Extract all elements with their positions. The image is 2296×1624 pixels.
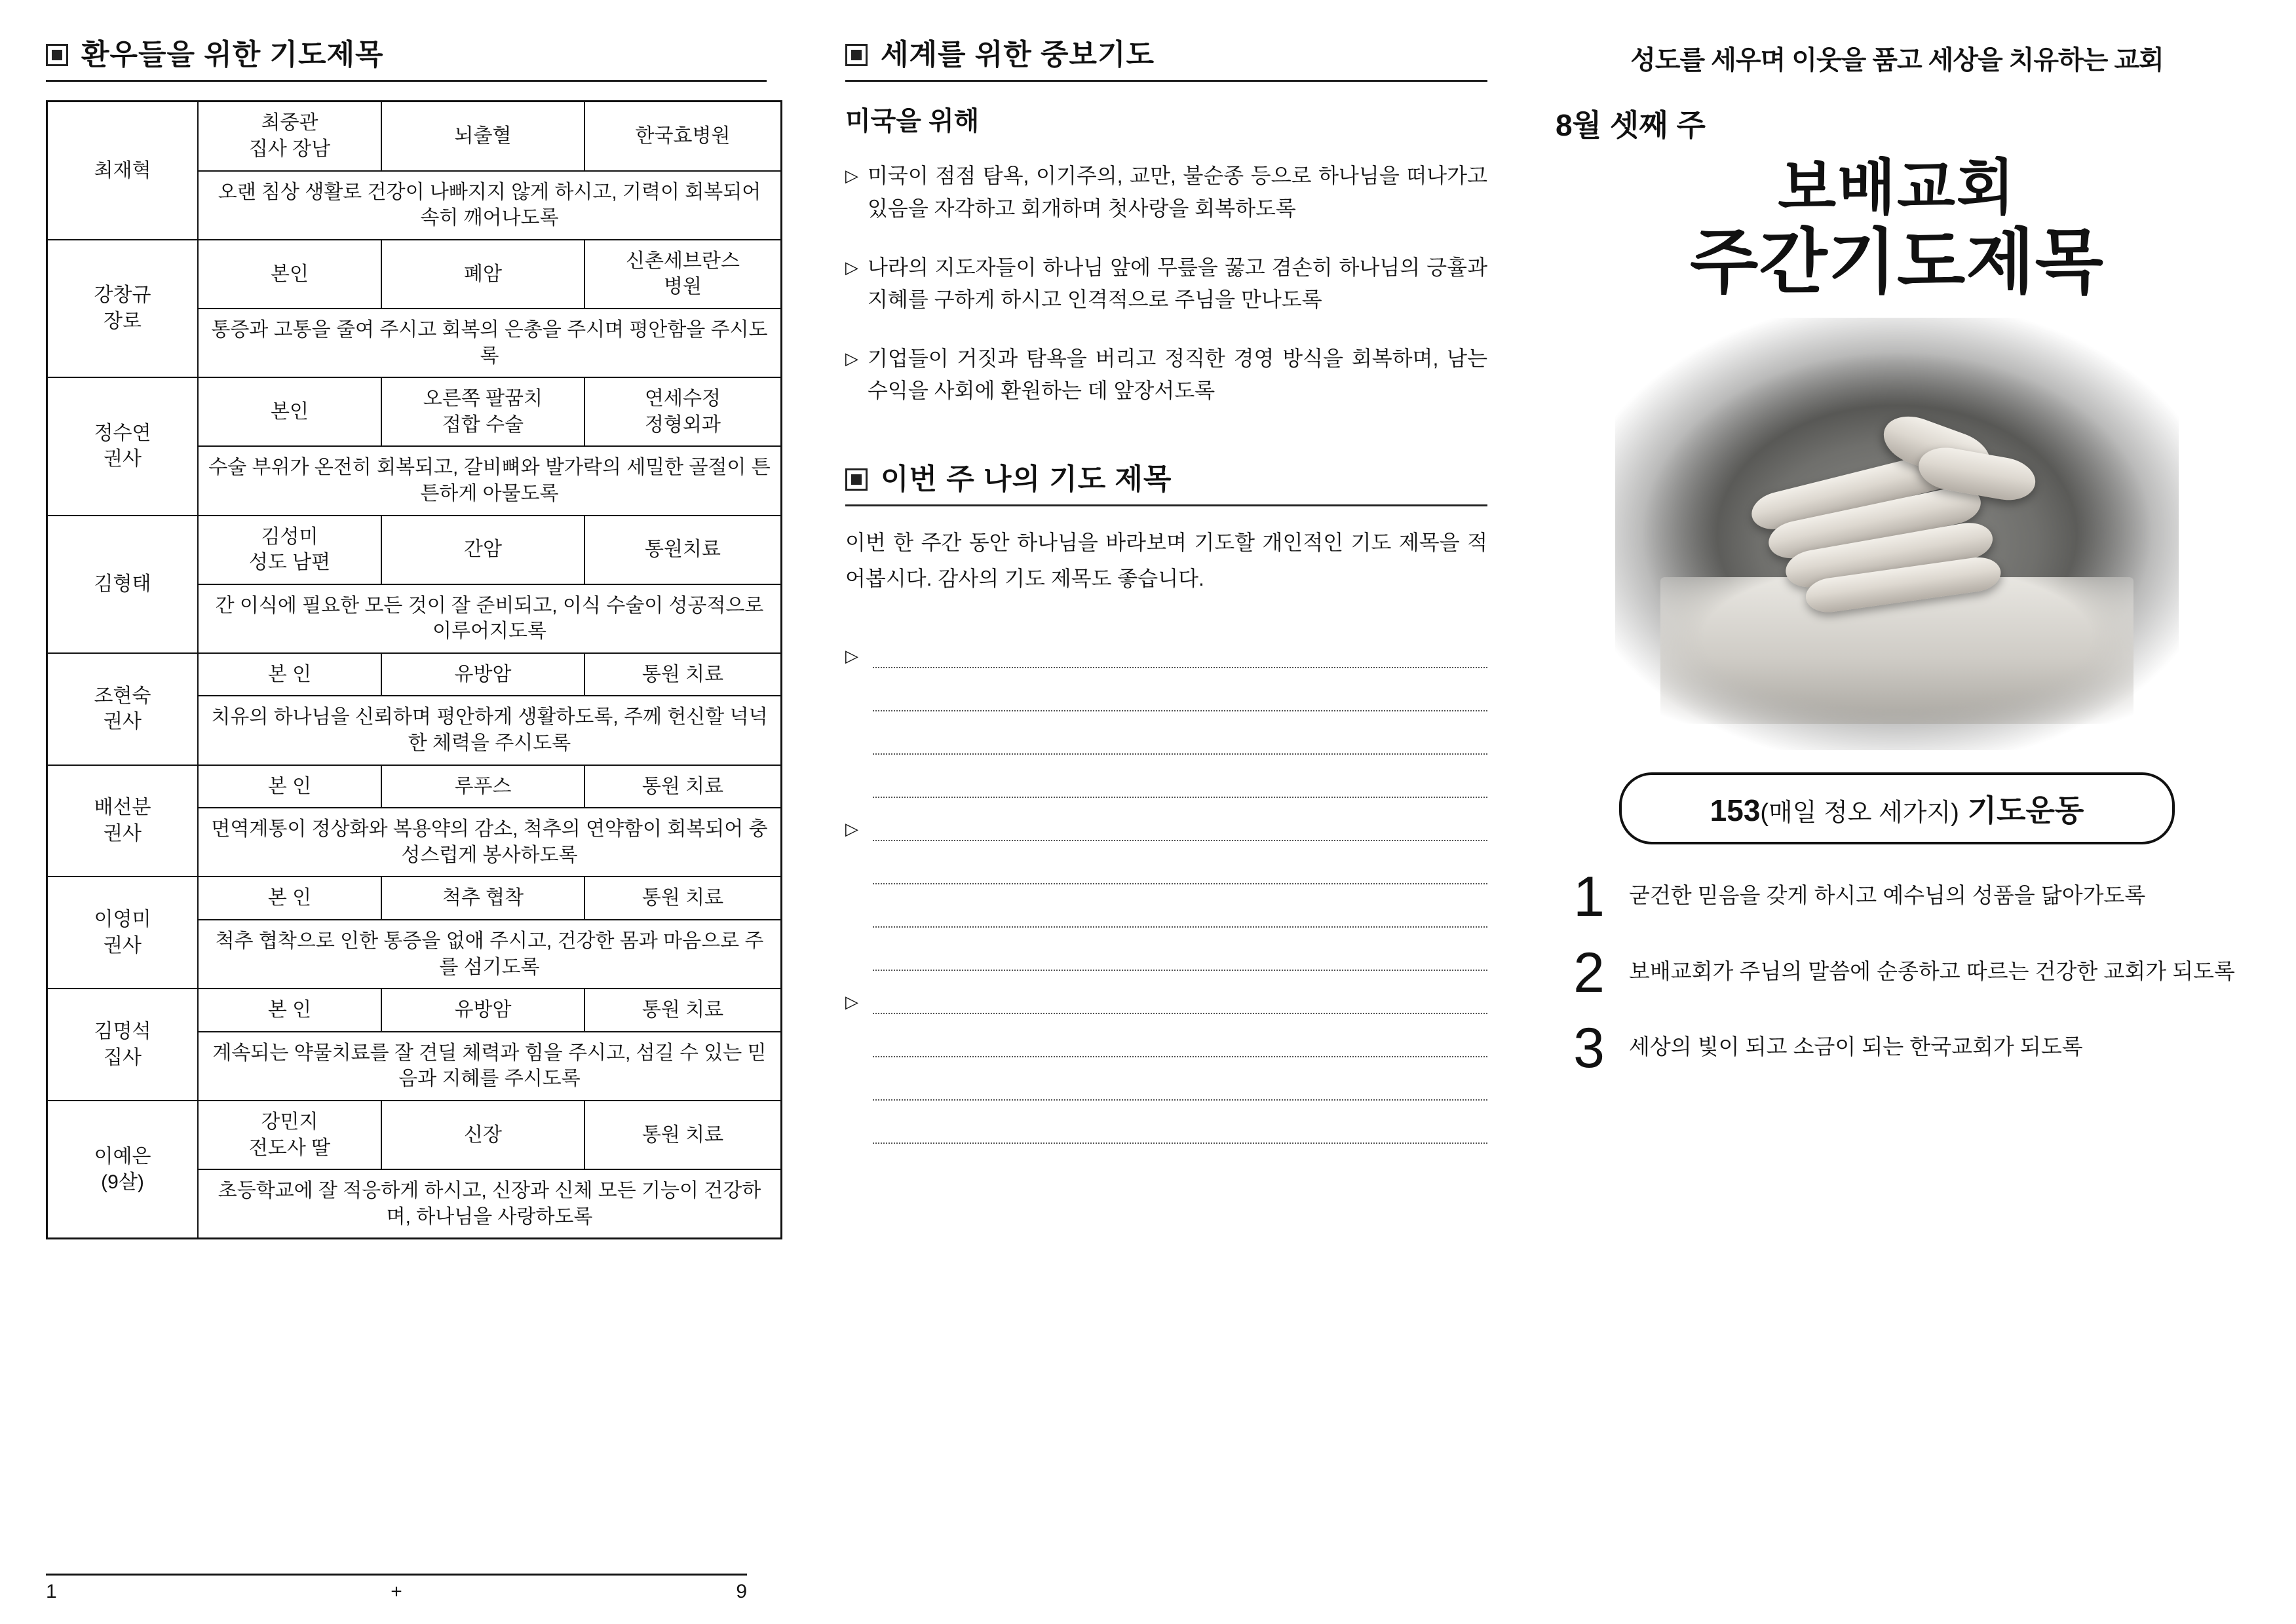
table-row: [47, 1101, 782, 1169]
patient-name: 이예은 (9살): [47, 1101, 199, 1239]
bulletin-title: 주간기도제목: [1690, 222, 2104, 302]
write-in-line[interactable]: [845, 711, 1487, 755]
patient-hospital: 연세수정 정형외과: [584, 377, 782, 446]
badge-paren: (매일 정오 세가지): [1760, 799, 1959, 827]
triangle-bullet-icon: ▷: [845, 646, 858, 666]
triangle-bullet-icon: [845, 1097, 862, 1101]
triangle-bullet-icon: ▷: [845, 348, 858, 368]
triangle-bullet-icon: [845, 1053, 862, 1057]
prayer-bullet-text: 나라의 지도자들이 하나님 앞에 무릎을 꿇고 겸손히 하나님의 긍휼과 지혜를 구하게 하시고 인격적으로 주님을 만나도록: [868, 255, 1487, 312]
triangle-bullet-icon: [845, 1140, 862, 1144]
triangle-bullet-icon: ▷: [845, 257, 858, 277]
patient-hospital: 한국효병원: [584, 102, 782, 171]
list-item: [1546, 1017, 2248, 1080]
patient-name: 이영미 권사: [47, 877, 199, 989]
numbered-prayer-list: [1546, 865, 2248, 1080]
patient-relation: 본 인: [198, 765, 381, 808]
prayer-movement-badge: [1619, 772, 2175, 844]
patient-prayer-table: [46, 100, 782, 1239]
list-item-text: 보배교회가 주님의 말씀에 순종하고 따르는 건강한 교회가 되도록: [1629, 958, 2235, 983]
dotted-rule: [873, 1142, 1487, 1144]
patient-illness: 루푸스: [381, 765, 584, 808]
triangle-bullet-icon: [845, 708, 862, 711]
table-row: [47, 516, 782, 584]
patient-illness: 폐암: [381, 240, 584, 309]
write-in-line[interactable]: [845, 928, 1487, 971]
church-slogan: 성도를 세우며 이웃을 품고 세상을 치유하는 교회: [1630, 46, 2164, 75]
table-row: [47, 377, 782, 446]
write-in-line[interactable]: [845, 668, 1487, 711]
write-in-line[interactable]: [845, 1057, 1487, 1101]
write-in-line[interactable]: [845, 625, 1487, 668]
table-row: [47, 989, 782, 1032]
write-in-line[interactable]: [845, 1101, 1487, 1144]
badge-label: 기도운동: [1967, 793, 2084, 827]
dotted-rule: [873, 926, 1487, 928]
prayer-bullet-text: 기업들이 거짓과 탐욕을 버리고 정직한 경영 방식을 회복하며, 남는 수익을 사회에 환원하는 데 앞장서도록: [868, 346, 1487, 403]
write-in-line[interactable]: [845, 841, 1487, 884]
patient-name: 김명석 집사: [47, 989, 199, 1101]
patient-illness: 뇌출혈: [381, 102, 584, 171]
patient-relation: 본인: [198, 377, 381, 446]
world-bullet-list: [845, 160, 1487, 407]
write-in-line[interactable]: [845, 755, 1487, 798]
week-label: 8월 셋째 주: [1556, 108, 1706, 142]
patient-prayer-detail: 면역계통이 정상화와 복용약의 감소, 척추의 연약함이 회복되어 충성스럽게 봉사하도록: [198, 808, 782, 877]
dotted-rule: [873, 1056, 1487, 1057]
write-in-line[interactable]: [845, 971, 1487, 1014]
write-in-line[interactable]: [845, 884, 1487, 928]
table-row: [47, 765, 782, 808]
church-name: 보배교회: [1778, 155, 2016, 221]
list-item-text: 굳건한 믿음을 갖게 하시고 예수님의 성품을 닮아가도록: [1629, 882, 2146, 907]
patient-prayer-detail: 초등학교에 잘 적응하게 하시고, 신장과 신체 모든 기능이 건강하며, 하나님을 사랑하도록: [198, 1169, 782, 1239]
subheading-usa: 미국을 위해: [845, 107, 980, 136]
patient-illness: 간암: [381, 516, 584, 584]
triangle-bullet-icon: [845, 794, 862, 798]
section-header-my-prayer: [845, 464, 1487, 506]
patient-relation: 김성미 성도 남편: [198, 516, 381, 584]
dotted-rule: [873, 840, 1487, 841]
prayer-bullet-text: 미국이 점점 탐욕, 이기주의, 교만, 불순종 등으로 하나님을 떠나가고 있음을 자각하고 회개하며 첫사랑을 회복하도록: [868, 164, 1487, 220]
section-title-patients: 환우들을 위한 기도제목: [81, 39, 384, 71]
table-row: [47, 102, 782, 171]
dotted-rule: [873, 1013, 1487, 1014]
list-item-number: 3: [1573, 1017, 1605, 1080]
patient-illness: 유방암: [381, 989, 584, 1032]
square-bullet-icon: [845, 468, 868, 491]
patient-relation: 본 인: [198, 989, 381, 1032]
list-item-text: 세상의 빛이 되고 소금이 되는 한국교회가 되도록: [1629, 1034, 2083, 1059]
patient-relation: 본 인: [198, 877, 381, 920]
column-prayer-table: [46, 39, 793, 1602]
patient-hospital: 통원 치료: [584, 989, 782, 1032]
patient-name: 정수연 권사: [47, 377, 199, 515]
section-header-patients: [46, 39, 767, 82]
patient-relation: 최중관 집사 장남: [198, 102, 381, 171]
dotted-rule: [873, 753, 1487, 755]
prayer-bullet: [845, 343, 1487, 407]
write-in-line[interactable]: [845, 1014, 1487, 1057]
dotted-rule: [873, 970, 1487, 971]
patient-hospital: 통원 치료: [584, 877, 782, 920]
triangle-bullet-icon: [845, 967, 862, 971]
footer-page-left: 1: [46, 1581, 57, 1602]
list-item-number: 1: [1573, 865, 1605, 928]
dotted-rule: [873, 797, 1487, 798]
write-in-lines[interactable]: [845, 625, 1487, 1144]
column-intercession: [793, 39, 1527, 1598]
table-row: [47, 653, 782, 696]
patient-prayer-detail: 통증과 고통을 줄여 주시고 회복의 은총을 주시며 평안함을 주시도록: [198, 309, 782, 377]
patient-hospital: 신촌세브란스 병원: [584, 240, 782, 309]
patient-prayer-detail: 간 이식에 필요한 모든 것이 잘 준비되고, 이식 수술이 성공적으로 이루어지도록: [198, 584, 782, 653]
dotted-rule: [873, 710, 1487, 711]
section-header-world: [845, 39, 1487, 82]
praying-hands-photo: [1615, 318, 2179, 750]
list-item-number: 2: [1573, 941, 1605, 1004]
patient-hospital: 통원치료: [584, 516, 782, 584]
patient-hospital: 통원 치료: [584, 765, 782, 808]
table-row: [47, 877, 782, 920]
triangle-bullet-icon: [845, 924, 862, 928]
patient-relation: 본 인: [198, 653, 381, 696]
patient-prayer-detail: 오랜 침상 생활로 건강이 나빠지지 않게 하시고, 기력이 회복되어 속히 깨어나도록: [198, 171, 782, 240]
table-row: [47, 240, 782, 309]
patient-hospital: 통원 치료: [584, 1101, 782, 1169]
triangle-bullet-icon: ▷: [845, 166, 858, 186]
patient-prayer-detail: 계속되는 약물치료를 잘 견딜 체력과 힘을 주시고, 섬길 수 있는 믿음과 지혜를 주시도록: [198, 1032, 782, 1101]
list-item: [1546, 865, 2248, 928]
footer-plus-mark: +: [391, 1581, 402, 1602]
patient-illness: 오른쪽 팔꿈치 접합 수술: [381, 377, 584, 446]
page-footer: [46, 1574, 747, 1603]
patient-name: 조현숙 권사: [47, 653, 199, 765]
prayer-bullet: [845, 252, 1487, 316]
patient-prayer-detail: 척추 협착으로 인한 통증을 없애 주시고, 건강한 몸과 마음으로 주를 섬기도록: [198, 920, 782, 989]
triangle-bullet-icon: ▷: [845, 992, 858, 1012]
square-bullet-icon: [845, 44, 868, 66]
patient-prayer-detail: 치유의 하나님을 신뢰하며 평안하게 생활하도록, 주께 헌신할 넉넉한 체력을 주시도록: [198, 696, 782, 765]
footer-page-right: 9: [736, 1581, 747, 1602]
dotted-rule: [873, 883, 1487, 884]
patient-illness: 신장: [381, 1101, 584, 1169]
write-in-line[interactable]: [845, 798, 1487, 841]
patient-name: 배선분 권사: [47, 765, 199, 877]
badge-number: 153: [1710, 793, 1761, 827]
patient-prayer-detail: 수술 부위가 온전히 회복되고, 갈비뼈와 발가락의 세밀한 골절이 튼튼하게 아물도록: [198, 446, 782, 515]
prayer-bullet: [845, 160, 1487, 225]
section-title-my-prayer: 이번 주 나의 기도 제목: [881, 463, 1172, 495]
patient-relation: 강민지 전도사 딸: [198, 1101, 381, 1169]
dotted-rule: [873, 1099, 1487, 1101]
triangle-bullet-icon: [845, 880, 862, 884]
patient-hospital: 통원 치료: [584, 653, 782, 696]
section-title-world: 세계를 위한 중보기도: [881, 39, 1155, 71]
square-bullet-icon: [46, 44, 68, 66]
triangle-bullet-icon: ▷: [845, 819, 858, 839]
patient-illness: 척추 협착: [381, 877, 584, 920]
my-prayer-intro: 이번 한 주간 동안 하나님을 바라보며 기도할 개인적인 기도 제목을 적어봅시다. 감사의 기도 제목도 좋습니다.: [845, 531, 1487, 590]
column-cover: [1527, 39, 2248, 1598]
patient-illness: 유방암: [381, 653, 584, 696]
patient-name: 최재혁: [47, 102, 199, 240]
patient-name: 강창규 장로: [47, 240, 199, 377]
triangle-bullet-icon: [845, 751, 862, 755]
dotted-rule: [873, 667, 1487, 668]
list-item: [1546, 941, 2248, 1004]
patient-name: 김형태: [47, 516, 199, 653]
patient-relation: 본인: [198, 240, 381, 309]
